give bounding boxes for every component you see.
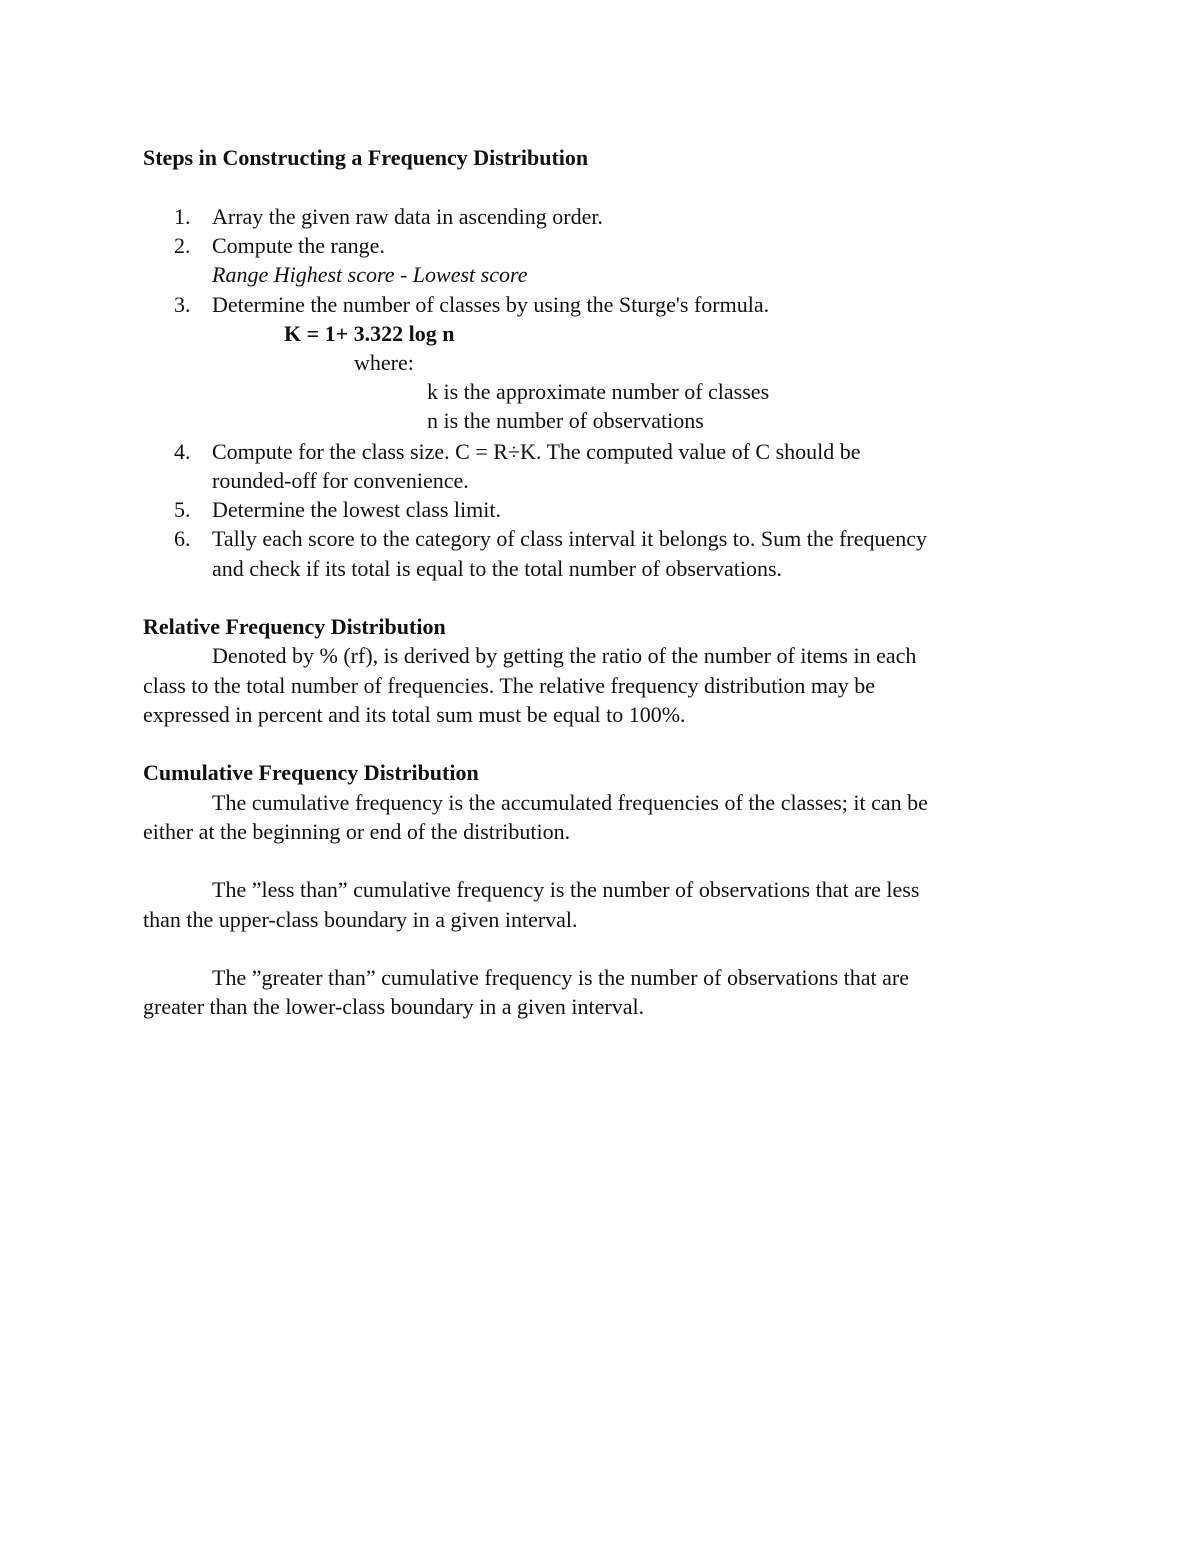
- paragraph-line: greater than the lower-class boundary in a given interval.: [143, 994, 645, 1019]
- step-number: 4.: [174, 439, 191, 464]
- section-title-relative: Relative Frequency Distribution: [143, 614, 446, 639]
- step-number: 3.: [174, 292, 191, 317]
- paragraph-line: than the upper-class boundary in a given interval.: [143, 907, 578, 932]
- paragraph-line: class to the total number of frequencies. The relative frequency distribution may be: [143, 673, 876, 698]
- paragraph-line: expressed in percent and its total sum must be equal to 100%.: [143, 702, 686, 727]
- section-title-steps: Steps in Constructing a Frequency Distribution: [143, 145, 589, 170]
- step-text: Determine the number of classes by using the Sturge's formula.: [212, 292, 770, 317]
- step-text: Array the given raw data in ascending order.: [212, 204, 603, 229]
- section-title-cumulative: Cumulative Frequency Distribution: [143, 760, 479, 785]
- step-text: rounded-off for convenience.: [212, 468, 469, 493]
- sturges-formula: K = 1+ 3.322 log n: [284, 321, 455, 346]
- paragraph-line: The ”less than” cumulative frequency is the number of observations that are less: [212, 877, 920, 902]
- formula-definition: k is the approximate number of classes: [427, 379, 770, 404]
- formula-where-label: where:: [354, 350, 414, 375]
- paragraph-line: The ”greater than” cumulative frequency is the number of observations that are: [212, 965, 909, 990]
- formula-definition: n is the number of observations: [427, 408, 704, 433]
- paragraph-line: The cumulative frequency is the accumulated frequencies of the classes; it can be: [212, 790, 928, 815]
- step-number: 1.: [174, 204, 191, 229]
- step-number: 2.: [174, 233, 191, 258]
- step-text: Compute the range.: [212, 233, 385, 258]
- step-text: Determine the lowest class limit.: [212, 497, 501, 522]
- range-formula: Range Highest score - Lowest score: [212, 262, 528, 287]
- paragraph-line: either at the beginning or end of the distribution.: [143, 819, 571, 844]
- step-number: 5.: [174, 497, 191, 522]
- step-text: and check if its total is equal to the total number of observations.: [212, 556, 783, 581]
- step-text: Compute for the class size. C = R÷K. The computed value of C should be: [212, 439, 861, 464]
- step-text: Tally each score to the category of class interval it belongs to. Sum the frequency: [212, 526, 928, 551]
- paragraph-line: Denoted by % (rf), is derived by getting the ratio of the number of items in each: [212, 643, 917, 668]
- step-number: 6.: [174, 526, 191, 551]
